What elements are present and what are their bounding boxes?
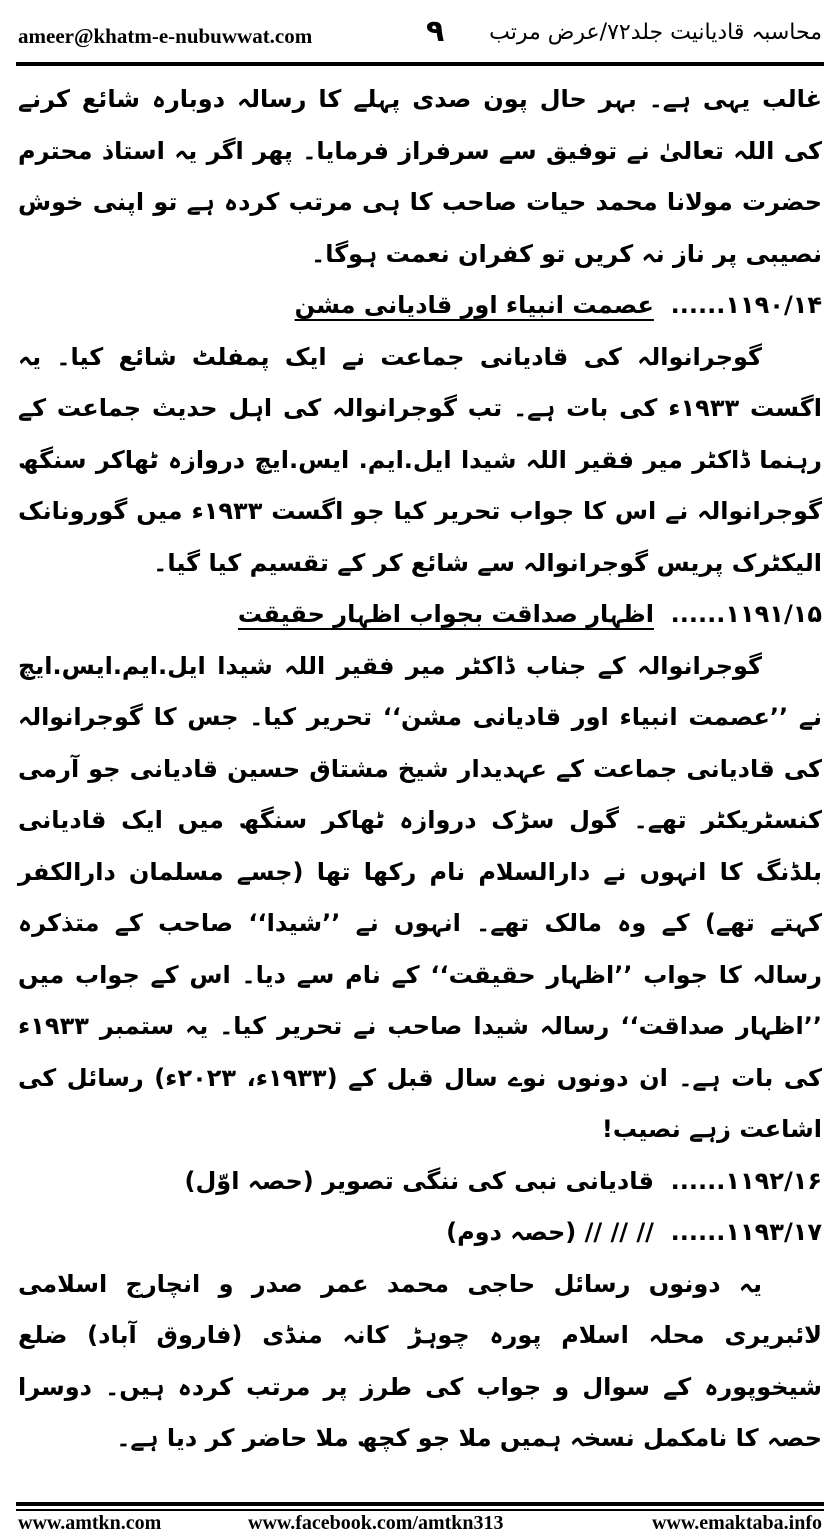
- footer-link-emaktaba[interactable]: www.emaktaba.info: [651, 1512, 822, 1534]
- footer-rule-thin: [16, 1509, 824, 1511]
- section-number: ۱۱۹۱/۱۵: [725, 600, 822, 628]
- section-title: اظہار صداقت بجواب اظہار حقیقت: [237, 600, 654, 628]
- book-title: محاسبہ قادیانیت جلد۷۲/عرض مرتب: [489, 20, 822, 45]
- section-dots: ......: [670, 1218, 726, 1246]
- section-title: // // // (حصہ دوم): [446, 1218, 654, 1246]
- footer-link-facebook[interactable]: www.facebook.com/amtkn313: [248, 1512, 504, 1534]
- section-heading-1193: [18, 1207, 822, 1259]
- section-dots: ......: [670, 600, 726, 628]
- section-title: قادیانی نبی کی ننگی تصویر (حصہ اوّل): [184, 1166, 654, 1195]
- section-number: ۱۱۹۲/۱۶: [725, 1166, 822, 1195]
- section-text-1191: گوجرانوالہ کے جناب ڈاکٹر میر فقیر اللہ شیدا ایل.ایم.ایس.ایچ نے ’’عصمت انبیاء اور قادیانی مشن‘‘ تحریر کیا۔ جس کا گوجرانوالہ کی قادیانی جماعت کے عہدیدار شیخ مشتاق حسین قادیانی جو آرمی کنسٹریکٹر تھے۔ گول سڑک دروازہ ٹھاکر سنگھ میں ایک قادیانی بلڈنگ کا انہوں نے دارالسلام نام رکھا تھا (جسے مسلمان دارالکفر کہتے تھے) کے وہ مالک تھے۔ انہوں نے ’’شیدا‘‘ صاحب کے متذکرہ رسالہ کا جواب ’’اظہار حقیقت‘‘ کے نام سے دیا۔ اس کے جواب میں ’’اظہار صداقت‘‘ رسالہ شیدا صاحب نے تحریر کیا۔ یہ ستمبر ۱۹۳۳ء کی بات ہے۔ ان دونوں نوے سال قبل کے (۱۹۳۳ء، ۲۰۲۳ء) رسائل کی اشاعت زہے نصیب!: [18, 651, 822, 1143]
- footer-rule-thick: [16, 1502, 824, 1506]
- section-heading-1190: [18, 280, 822, 332]
- footer-link-amtkn[interactable]: www.amtkn.com: [18, 1512, 162, 1534]
- section-dots: ......: [670, 1166, 726, 1195]
- section-dots: ......: [670, 291, 726, 319]
- section-heading-1191: [18, 589, 822, 641]
- section-number: ۱۱۹۳/۱۷: [725, 1218, 822, 1246]
- section-heading-1192: [18, 1156, 822, 1208]
- page-body: [18, 74, 822, 1465]
- page-footer: [18, 1512, 822, 1538]
- page-header: [18, 10, 822, 68]
- section-number: ۱۱۹۰/۱۴: [725, 291, 822, 319]
- page-number: ۹: [426, 14, 445, 49]
- section-text-1190: گوجرانوالہ کی قادیانی جماعت نے ایک پمفلٹ شائع کیا۔ یہ اگست ۱۹۳۳ء کی بات ہے۔ تب گوجرانوالہ کی اہل حدیث جماعت کے رہنما ڈاکٹر میر فقیر اللہ شیدا ایل.ایم. ایس.ایچ دروازہ ٹھاکر سنگھ گوجرانوالہ نے اس کا جواب تحریر کیا جو اگست ۱۹۳۳ء میں گورونانک الیکٹرک پریس گوجرانوالہ سے شائع کر کے تقسیم کیا گیا۔: [18, 342, 822, 577]
- header-rule: [16, 62, 824, 66]
- section-title: عصمت انبیاء اور قادیانی مشن: [294, 291, 654, 319]
- intro-paragraph: غالب یہی ہے۔ بہر حال پون صدی پہلے کا رسالہ دوبارہ شائع کرنے کی اللہ تعالیٰ نے توفیق سے سرفراز فرمایا۔ پھر اگر یہ استاذ محترم حضرت مولانا محمد حیات صاحب کا ہی مرتب کردہ ہے تو اپنی خوش نصیبی پر ناز نہ کریں تو کفران نعمت ہوگا۔: [18, 85, 822, 268]
- section-text-1193: یہ دونوں رسائل حاجی محمد عمر صدر و انچارج اسلامی لائبریری محلہ اسلام پورہ چوہڑ کانہ منڈی (فاروق آباد) ضلع شیخوپورہ کے سوال و جواب کی طرز پر مرتب کردہ ہیں۔ دوسرا حصہ کا نامکمل نسخہ ہمیں ملا جو کچھ ملا حاضر کر دیا ہے۔: [18, 1269, 822, 1452]
- header-email: ameer@khatm-e-nubuwwat.com: [18, 24, 313, 48]
